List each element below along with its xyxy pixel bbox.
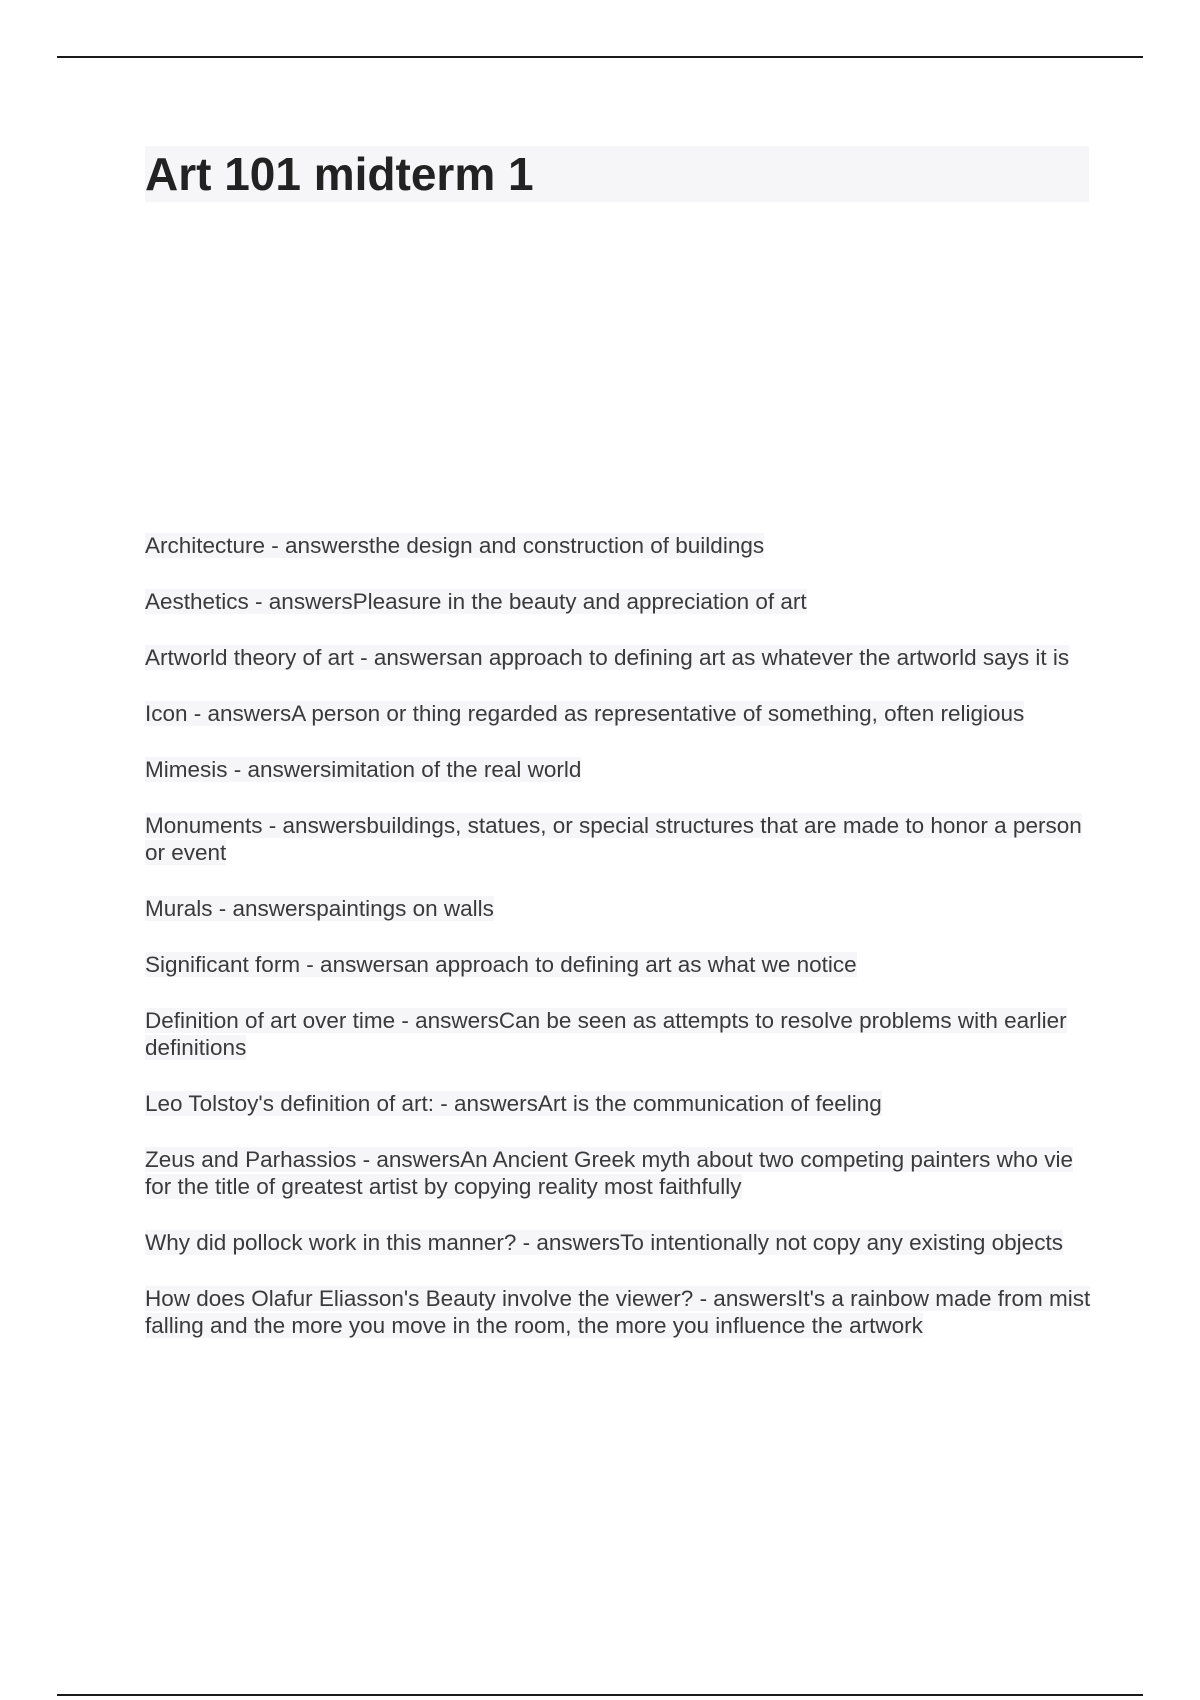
flashcard-entry [145, 700, 1095, 727]
top-rule [57, 56, 1143, 58]
entry-text: Artworld theory of art - answersan approach to defining art as whatever the artworld says it is [145, 645, 1070, 670]
entry-text: Aesthetics - answersPleasure in the beauty and appreciation of art [145, 589, 807, 614]
flashcard-entry [145, 895, 1095, 922]
document-title: Art 101 midterm 1 [145, 148, 534, 200]
flashcard-entry [145, 1090, 1095, 1117]
entry-text: Murals - answerspaintings on walls [145, 896, 494, 921]
flashcard-entry [145, 1285, 1095, 1339]
flashcard-entry [145, 588, 1095, 615]
entry-text: Definition of art over time - answersCan be seen as attempts to resolve problems with earlier definitions [145, 1008, 1067, 1060]
entry-text: Why did pollock work in this manner? - answersTo intentionally not copy any existing objects [145, 1230, 1063, 1255]
entry-text: Monuments - answersbuildings, statues, or special structures that are made to honor a person or event [145, 813, 1082, 865]
entry-text: Leo Tolstoy's definition of art: - answersArt is the communication of feeling [145, 1091, 882, 1116]
flashcard-entry [145, 756, 1095, 783]
entry-text: Significant form - answersan approach to defining art as what we notice [145, 952, 857, 977]
flashcard-entry [145, 1146, 1095, 1200]
bottom-rule [57, 1694, 1143, 1696]
flashcard-entry [145, 812, 1095, 866]
entry-text: Zeus and Parhassios - answersAn Ancient Greek myth about two competing painters who vie for the title of greatest artist by copying reality most faithfully [145, 1147, 1073, 1199]
flashcard-entry [145, 1007, 1095, 1061]
entry-text: Mimesis - answersimitation of the real world [145, 757, 582, 782]
flashcard-entry [145, 532, 1095, 559]
entry-text: How does Olafur Eliasson's Beauty involve the viewer? - answersIt's a rainbow made from mist falling and the more you move in the room, the more you influence the artwork [145, 1286, 1091, 1338]
flashcard-entry [145, 951, 1095, 978]
flashcard-entry [145, 644, 1095, 671]
entry-text: Icon - answersA person or thing regarded as representative of something, often religious [145, 701, 1025, 726]
flashcard-list [145, 532, 1095, 1368]
entry-text: Architecture - answersthe design and construction of buildings [145, 533, 765, 558]
flashcard-entry [145, 1229, 1095, 1256]
